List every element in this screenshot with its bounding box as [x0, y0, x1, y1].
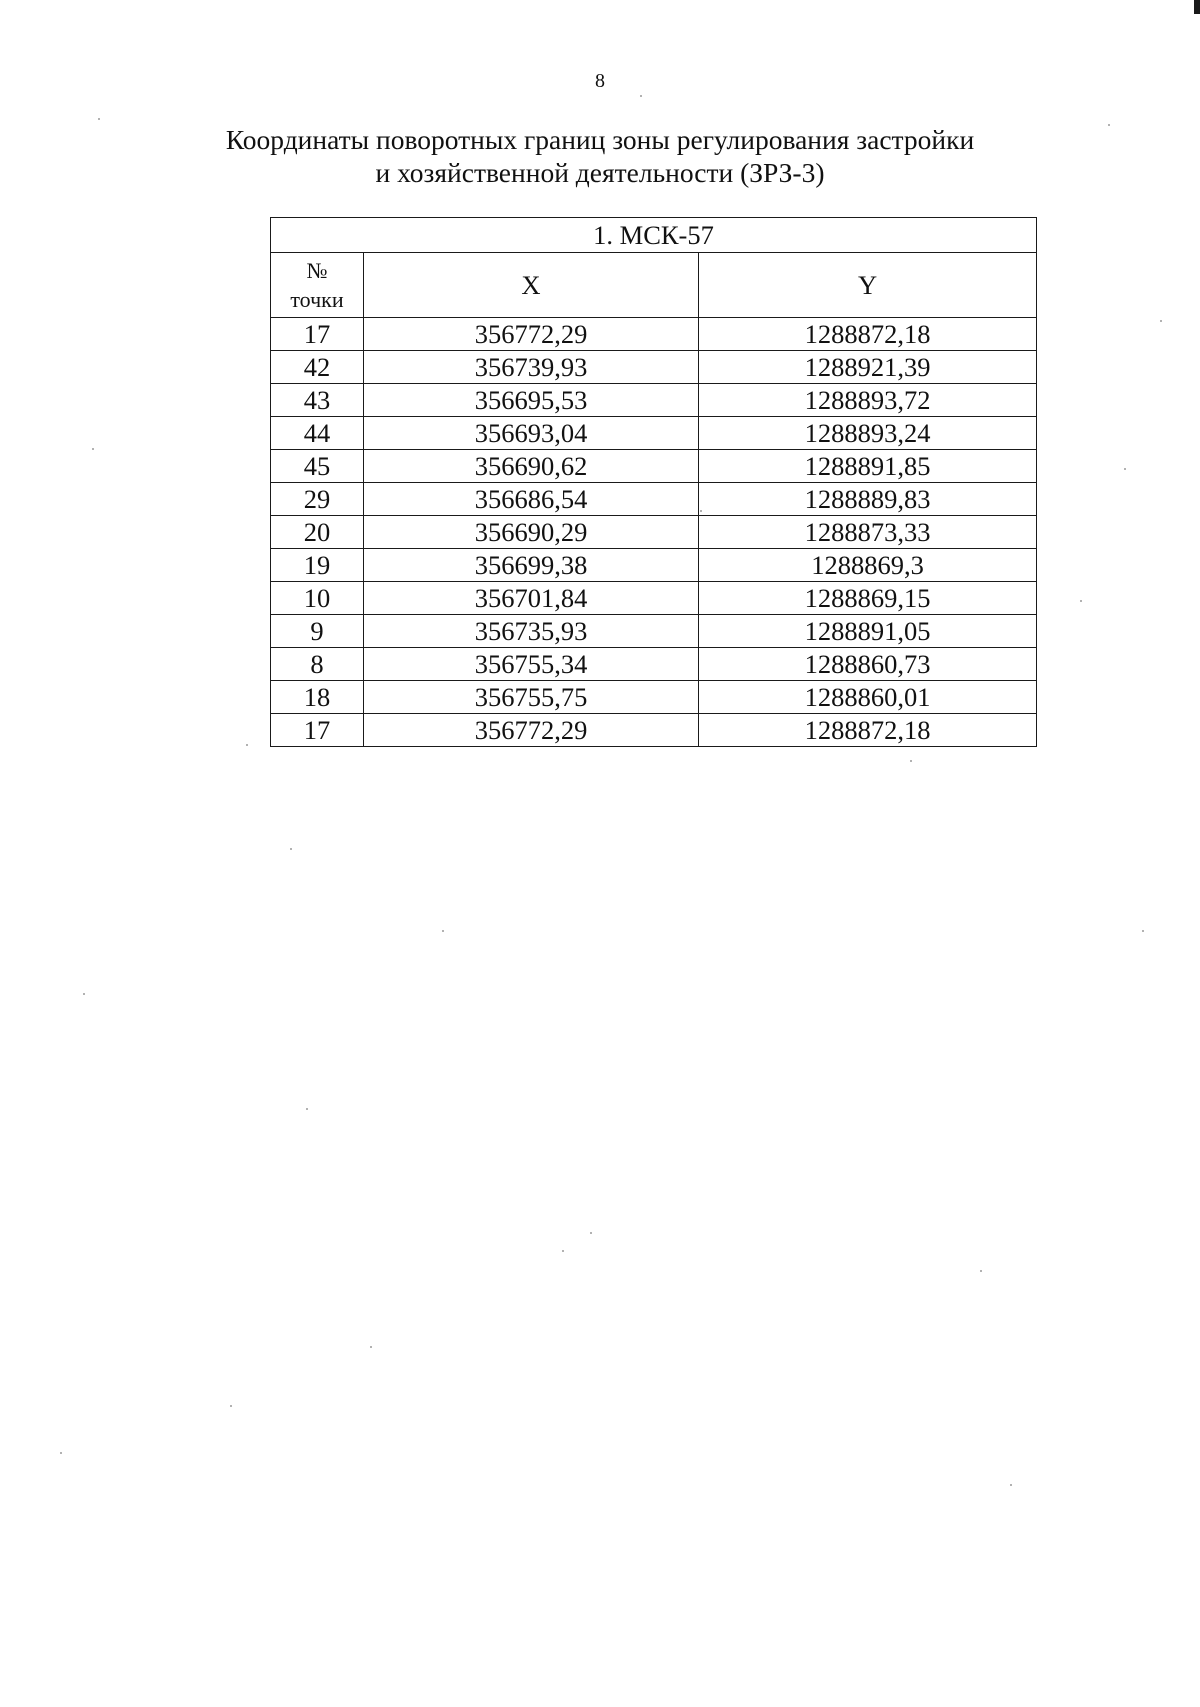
point-number-cell: 45 [271, 450, 364, 483]
table-row [271, 483, 1037, 516]
table-row [271, 417, 1037, 450]
table-row [271, 516, 1037, 549]
y-coordinate-cell: 1288860,73 [699, 648, 1037, 681]
y-coordinate-cell: 1288869,3 [699, 549, 1037, 582]
table-row [271, 681, 1037, 714]
y-coordinate-cell: 1288889,83 [699, 483, 1037, 516]
x-coordinate-cell: 356772,29 [364, 714, 699, 747]
table-row [271, 648, 1037, 681]
table-row [271, 318, 1037, 351]
point-number-cell: 9 [271, 615, 364, 648]
scan-speck [640, 95, 642, 97]
scan-speck [1010, 1484, 1012, 1486]
x-coordinate-cell: 356699,38 [364, 549, 699, 582]
scan-speck [1160, 320, 1162, 322]
scan-speck [60, 1452, 62, 1454]
y-coordinate-cell: 1288891,05 [699, 615, 1037, 648]
point-number-cell: 19 [271, 549, 364, 582]
y-coordinate-cell: 1288872,18 [699, 318, 1037, 351]
y-coordinate-cell: 1288893,72 [699, 384, 1037, 417]
title-line-2: и хозяйственной деятельности (ЗРЗ-3) [375, 157, 825, 188]
x-coordinate-cell: 356735,93 [364, 615, 699, 648]
scan-speck [562, 1250, 564, 1252]
scan-speck [290, 848, 292, 850]
number-sign: № [306, 258, 328, 283]
document-title [150, 123, 1050, 189]
table-row [271, 450, 1037, 483]
x-coordinate-cell: 356693,04 [364, 417, 699, 450]
y-coordinate-cell: 1288873,33 [699, 516, 1037, 549]
title-line-1: Координаты поворотных границ зоны регулирования застройки [225, 124, 975, 155]
point-number-cell: 17 [271, 318, 364, 351]
coordinates-body [271, 318, 1037, 747]
x-coordinate-cell: 356690,29 [364, 516, 699, 549]
scan-speck [92, 448, 94, 450]
point-number-cell: 42 [271, 351, 364, 384]
y-coordinate-cell: 1288872,18 [699, 714, 1037, 747]
coordinate-system-label: 1. МСК-57 [271, 218, 1037, 253]
table-row [271, 615, 1037, 648]
scan-speck [980, 1270, 982, 1272]
y-coordinate-cell: 1288869,15 [699, 582, 1037, 615]
scan-speck [306, 1108, 308, 1110]
scan-edge-mark [1194, 0, 1200, 14]
column-header-row [271, 253, 1037, 318]
x-coordinate-cell: 356755,34 [364, 648, 699, 681]
table-row [271, 582, 1037, 615]
scan-speck [1108, 124, 1110, 126]
x-coordinate-cell: 356701,84 [364, 582, 699, 615]
x-coordinate-cell: 356739,93 [364, 351, 699, 384]
scan-speck [590, 1232, 592, 1234]
scan-speck [230, 1405, 232, 1407]
table-row [271, 384, 1037, 417]
y-coordinate-cell: 1288893,24 [699, 417, 1037, 450]
y-coordinate-cell: 1288860,01 [699, 681, 1037, 714]
page-number: 8 [595, 70, 605, 92]
scan-speck [83, 993, 85, 995]
x-coordinate-cell: 356695,53 [364, 384, 699, 417]
x-coordinate-cell: 356686,54 [364, 483, 699, 516]
scan-speck [1080, 600, 1082, 602]
scan-speck [246, 744, 248, 746]
table-row [271, 549, 1037, 582]
point-number-cell: 17 [271, 714, 364, 747]
point-number-cell: 43 [271, 384, 364, 417]
point-word: точки [290, 287, 344, 312]
x-header: X [364, 253, 699, 318]
coordinates-table [270, 217, 1037, 747]
point-number-header [271, 253, 364, 318]
y-coordinate-cell: 1288891,85 [699, 450, 1037, 483]
x-coordinate-cell: 356690,62 [364, 450, 699, 483]
scan-speck [370, 1346, 372, 1348]
x-coordinate-cell: 356772,29 [364, 318, 699, 351]
scan-speck [1142, 930, 1144, 932]
coordinate-system-row [271, 218, 1037, 253]
scan-speck [442, 930, 444, 932]
scan-speck [700, 510, 702, 512]
point-number-cell: 20 [271, 516, 364, 549]
point-number-cell: 18 [271, 681, 364, 714]
y-coordinate-cell: 1288921,39 [699, 351, 1037, 384]
point-number-cell: 44 [271, 417, 364, 450]
scan-speck [910, 760, 912, 762]
x-coordinate-cell: 356755,75 [364, 681, 699, 714]
table-row [271, 351, 1037, 384]
point-number-cell: 8 [271, 648, 364, 681]
scan-speck [98, 118, 100, 120]
table-row [271, 714, 1037, 747]
scan-speck [1124, 468, 1126, 470]
point-number-cell: 10 [271, 582, 364, 615]
y-header: Y [699, 253, 1037, 318]
point-number-cell: 29 [271, 483, 364, 516]
